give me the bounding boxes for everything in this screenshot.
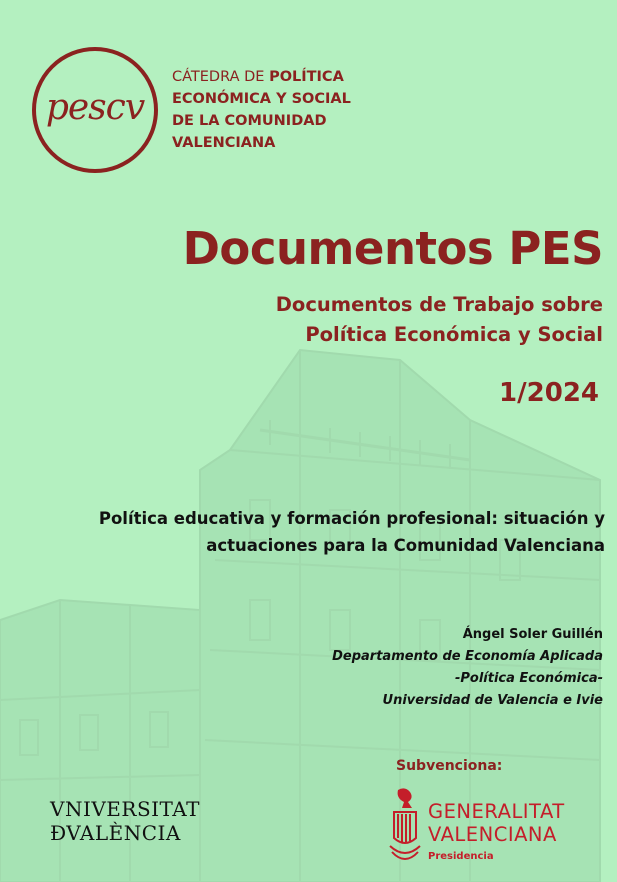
document-title — [99, 505, 605, 559]
uv-line2: ÐVALÈNCIA — [50, 821, 181, 845]
gv-line2: VALENCIANA — [428, 823, 557, 846]
subtitle-line2: Política Económica y Social — [305, 323, 603, 346]
author-affiliation-3: Universidad de Valencia e Ivie — [382, 693, 603, 708]
generalitat-emblem-icon — [388, 786, 422, 864]
generalitat-presidencia: Presidencia — [428, 851, 494, 862]
series-title: Documentos PES — [182, 222, 603, 275]
catedra-line4: VALENCIANA — [172, 135, 276, 151]
author-block — [332, 624, 603, 712]
universitat-valencia-logo — [50, 797, 200, 845]
uv-line1: VNIVERSITAT — [50, 797, 200, 821]
subvenciona-label: Subvenciona: — [396, 758, 503, 774]
author-affiliation-1: Departamento de Economía Aplicada — [332, 649, 603, 664]
catedra-line3: DE LA COMUNIDAD — [172, 113, 327, 129]
author-name: Ángel Soler Guillén — [462, 627, 603, 642]
generalitat-valenciana-logo — [428, 800, 565, 846]
issue-number: 1/2024 — [499, 378, 599, 408]
subtitle-line1: Documentos de Trabajo sobre — [275, 293, 603, 316]
gv-line1: GENERALITAT — [428, 800, 565, 823]
author-affiliation-2: -Política Económica- — [454, 671, 603, 686]
catedra-line2: ECONÓMICA Y SOCIAL — [172, 91, 351, 107]
catedra-prefix: CÁTEDRA DE — [172, 69, 270, 85]
series-subtitle — [276, 290, 603, 350]
document-title-line1: Política educativa y formación profesional: situación y — [98, 509, 605, 528]
document-title-line2: actuaciones para la Comunidad Valenciana — [206, 536, 605, 555]
catedra-name — [172, 66, 422, 154]
pescv-logo-word: pescv — [45, 87, 145, 128]
catedra-line1: POLÍTICA — [269, 69, 344, 85]
